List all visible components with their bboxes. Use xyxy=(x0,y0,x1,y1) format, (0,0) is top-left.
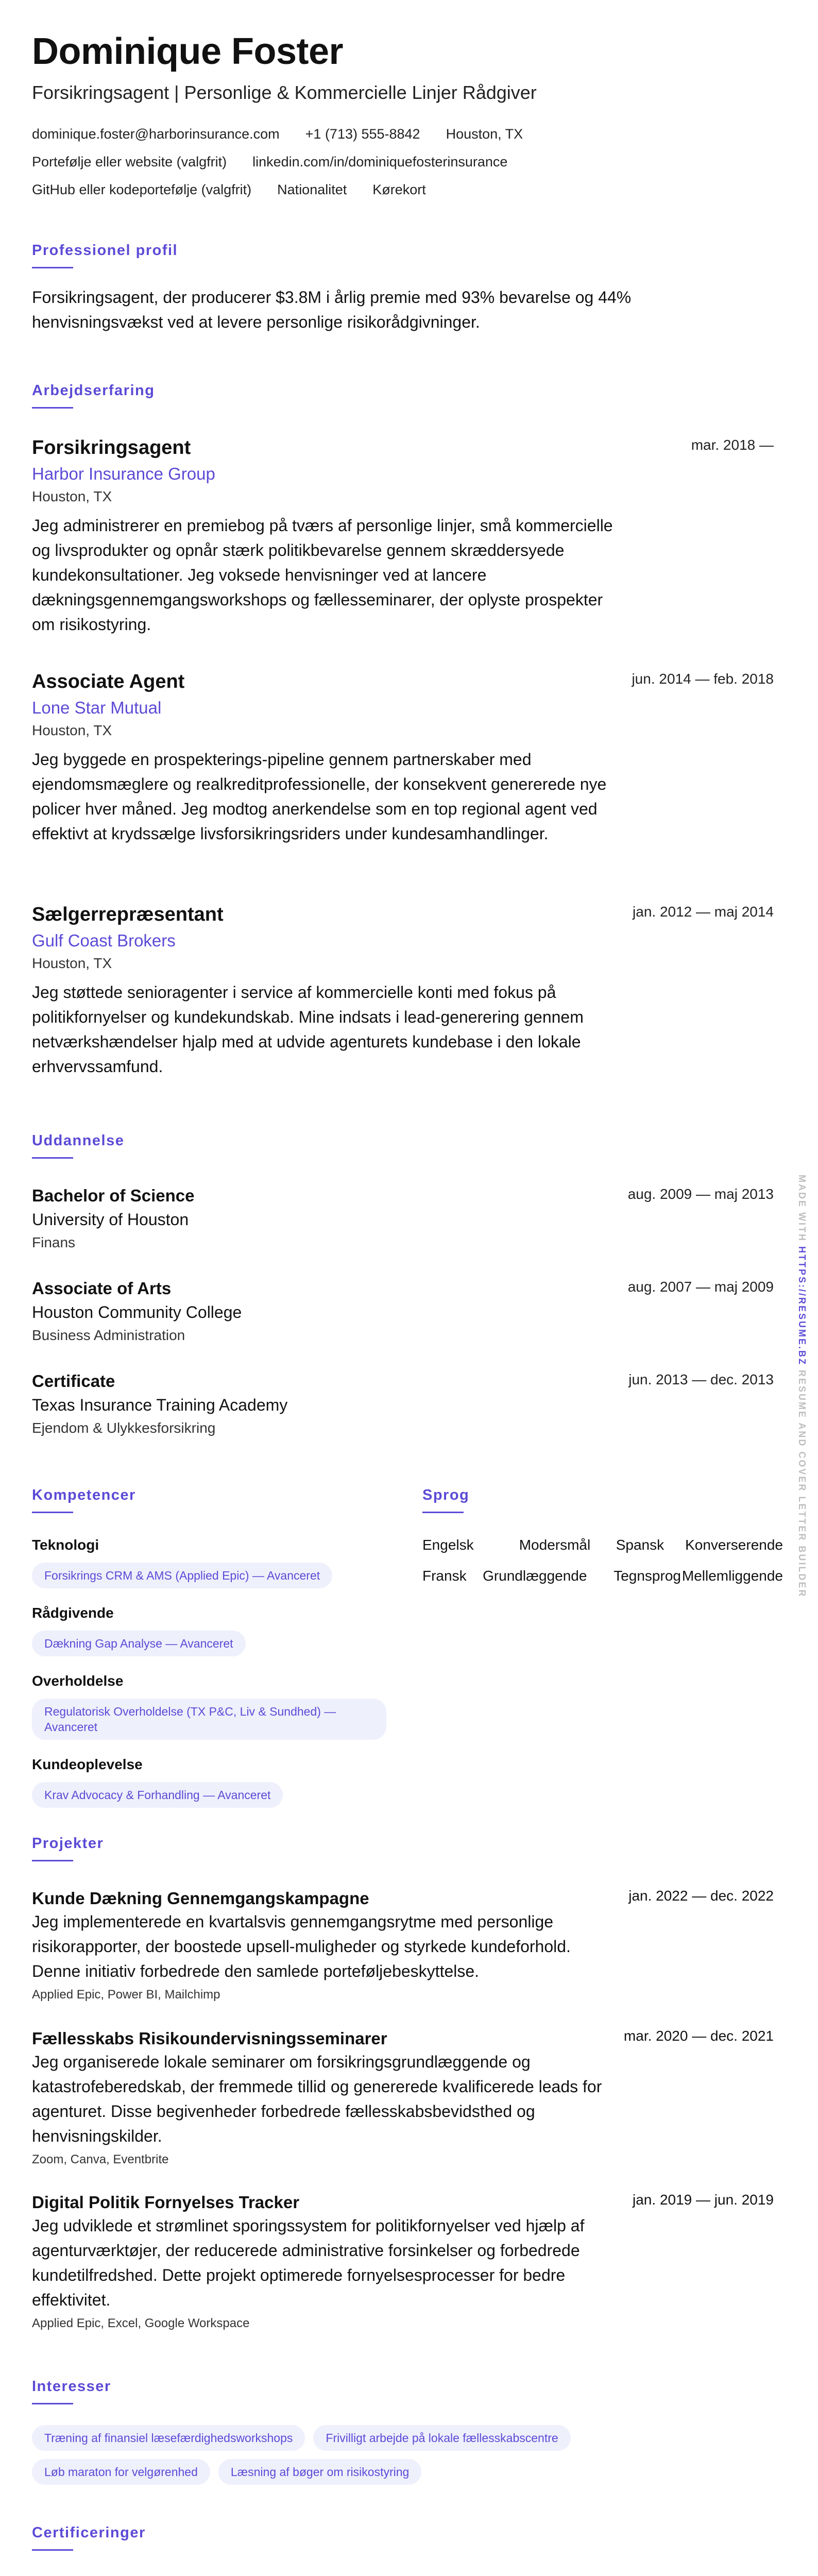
language-name: Engelsk xyxy=(422,1537,474,1553)
language-level: Modersmål xyxy=(519,1537,591,1553)
skill-category: Kundeoplevelse xyxy=(32,1756,143,1772)
job-title: Associate Agent xyxy=(32,671,185,692)
job-description: Jeg støttede senioragenter i service af kommercielle konti med fokus på politikfornyelser og kundekundskab. Mine indsats i lead-generering gennem netværkshændelser hjalp med at udvide agenturets kundebase i den lokale erhvervssamfund. xyxy=(32,983,584,1076)
job-location: Houston, TX xyxy=(32,722,112,738)
education-area: Finans xyxy=(32,1234,76,1250)
language-level: Mellemliggende xyxy=(681,1568,783,1584)
project-keywords: Zoom, Canva, Eventbrite xyxy=(32,2153,169,2166)
section-divider xyxy=(32,2403,73,2404)
interests-row xyxy=(32,2459,774,2485)
project-description: Jeg udviklede et strømlinet sporingssystem for politikfornyelser ved hjælp af agenturværktøjer, der reducerede administrative forsinkelser og forbedrede kundetilfredshed. Dette projekt optimerede fornyelsesprocesser for bedre effektivitet. xyxy=(32,2216,585,2309)
section-divider xyxy=(32,1157,73,1159)
contact-row-2 xyxy=(32,152,774,171)
job-description: Jeg byggede en prospekterings-pipeline gennem partnerskaber med ejendomsmæglere og realkreditprofessionelle, der konsekvent genererede nye policer hver måned. Jeg modtog anerkendelse som en top regional agent ved effektivt at krydssælge livsforsikringsriders under kundesamhandlinger. xyxy=(32,750,607,843)
watermark-prefix: MADE WITH xyxy=(797,1175,807,1242)
project-dates: jan. 2022 — dec. 2022 xyxy=(628,1888,774,1904)
contact-linkedin[interactable]: linkedin.com/in/dominiquefosterinsurance xyxy=(252,154,508,170)
job-title: Sælgerrepræsentant xyxy=(32,904,224,925)
interests-row xyxy=(32,2425,774,2451)
education-item xyxy=(32,1370,774,1437)
education-dates: jun. 2013 — dec. 2013 xyxy=(628,1371,774,1387)
education-degree: Certificate xyxy=(32,1371,115,1391)
education-item xyxy=(32,1185,774,1252)
education-area: Ejendom & Ulykkesforsikring xyxy=(32,1420,216,1436)
profile-summary: Forsikringsagent, der producerer $3.8M i årlig premie med 93% bevarelse og 44% henvisningsvækst ved at levere personlige risikorådgivninger. xyxy=(32,288,632,331)
job-location: Houston, TX xyxy=(32,955,112,971)
skills-section xyxy=(32,1486,393,1808)
contact-drivers-license: Kørekort xyxy=(372,182,426,197)
education-dates: aug. 2009 — maj 2013 xyxy=(627,1186,774,1202)
interest-pill: Læsning af bøger om risikostyring xyxy=(218,2459,421,2485)
skill-group xyxy=(32,1755,393,1808)
contact-portfolio[interactable]: Portefølje eller website (valgfrit) xyxy=(32,154,227,170)
made-with-watermark xyxy=(796,1175,807,1598)
experience-section xyxy=(32,381,774,409)
job-dates: jun. 2014 — feb. 2018 xyxy=(632,671,774,687)
experience-item xyxy=(32,903,774,1079)
skill-category: Overholdelse xyxy=(32,1673,124,1689)
skill-category: Rådgivende xyxy=(32,1605,114,1621)
interest-pill: Frivilligt arbejde på lokale fællesskabscentre xyxy=(313,2425,570,2451)
job-title: Forsikringsagent xyxy=(32,437,191,459)
job-dates: mar. 2018 — xyxy=(691,437,774,453)
contact-github[interactable]: GitHub eller kodeportefølje (valgfrit) xyxy=(32,182,252,197)
skill-pill-line: Avanceret xyxy=(44,1720,98,1734)
section-title-interests: Interesser xyxy=(32,2378,111,2395)
section-divider xyxy=(32,1512,73,1513)
language-name: Spansk xyxy=(616,1537,664,1553)
project-name: Kunde Dækning Gennemgangskampagne xyxy=(32,1889,369,1908)
education-institution: University of Houston xyxy=(32,1210,189,1229)
section-title-experience: Arbejdserfaring xyxy=(32,382,155,399)
education-area: Business Administration xyxy=(32,1327,185,1343)
section-title-skills: Kompetencer xyxy=(32,1487,136,1503)
project-item xyxy=(32,1888,774,2003)
section-title-certifications: Certificeringer xyxy=(32,2524,146,2541)
skill-group xyxy=(32,1604,393,1656)
certifications-section xyxy=(32,2523,774,2551)
education-degree: Associate of Arts xyxy=(32,1279,172,1298)
experience-item xyxy=(32,670,774,846)
interest-pill: Træning af finansiel læsefærdighedsworkshops xyxy=(32,2425,305,2451)
skill-pill: Forsikrings CRM & AMS (Applied Epic) — Avanceret xyxy=(32,1563,332,1588)
section-divider xyxy=(32,267,73,268)
resume-header xyxy=(32,30,774,199)
projects-section xyxy=(32,1834,774,1861)
candidate-name: Dominique Foster xyxy=(32,31,344,72)
section-divider xyxy=(32,407,73,409)
skill-pill: Krav Advocacy & Forhandling — Avanceret xyxy=(32,1782,283,1808)
contact-phone[interactable]: +1 (713) 555-8842 xyxy=(305,126,420,142)
section-divider xyxy=(422,1512,464,1513)
job-company: Lone Star Mutual xyxy=(32,698,162,717)
language-level: Grundlæggende xyxy=(483,1568,587,1584)
section-title-languages: Sprog xyxy=(422,1487,470,1503)
project-dates: mar. 2020 — dec. 2021 xyxy=(623,2028,774,2044)
language-name: Fransk xyxy=(422,1568,467,1584)
language-level: Konverserende xyxy=(685,1537,783,1553)
skill-pill-line: Regulatorisk Overholdelse (TX P&C, Liv & Sundhed) — xyxy=(44,1705,336,1718)
watermark-text xyxy=(796,1175,807,1598)
education-section xyxy=(32,1131,774,1159)
languages-section xyxy=(422,1486,783,1585)
job-dates: jan. 2012 — maj 2014 xyxy=(633,904,774,920)
experience-item xyxy=(32,436,774,637)
education-institution: Texas Insurance Training Academy xyxy=(32,1396,288,1414)
interest-pill: Løb maraton for velgørenhed xyxy=(32,2459,210,2485)
job-company: Gulf Coast Brokers xyxy=(32,931,176,950)
contact-nationality: Nationalitet xyxy=(277,182,347,197)
skill-group xyxy=(32,1672,393,1740)
contact-location: Houston, TX xyxy=(446,126,523,142)
skill-group xyxy=(32,1536,393,1588)
job-company: Harbor Insurance Group xyxy=(32,464,215,483)
language-name: Tegnsprog xyxy=(614,1568,681,1584)
job-description: Jeg administrerer en premiebog på tværs af personlige linjer, små kommercielle og livsprodukter og opnår stærk politikbevarelse gennem skræddersyede kundekonsultationer. Jeg voksede henvisninger ved at lancere dækningsgennemgangsworkshops og fællesseminarer, der oplyste prospekter om risikostyring. xyxy=(32,516,613,634)
project-item xyxy=(32,2028,774,2168)
contact-row-3 xyxy=(32,180,774,199)
resume-page xyxy=(32,0,783,2541)
project-description: Jeg organiserede lokale seminarer om forsikringsgrundlæggende og katastrofeberedskab, der fremmede tillid og genererede kvalificerede leads for agenturet. Disse begivenheder forbedrede fællesskabsbevidsthed og henvisningskilder. xyxy=(32,2053,602,2145)
skill-pill: Dækning Gap Analyse — Avanceret xyxy=(32,1631,246,1656)
education-degree: Bachelor of Science xyxy=(32,1186,195,1205)
language-row xyxy=(422,1536,783,1554)
project-name: Digital Politik Fornyelses Tracker xyxy=(32,2193,300,2212)
interests-section xyxy=(32,2377,774,2485)
project-keywords: Applied Epic, Excel, Google Workspace xyxy=(32,2316,250,2330)
project-description: Jeg implementerede en kvartalsvis gennemgangsrytme med personlige risikorapporter, der boostede upsell-muligheder og styrkede kundeforhold. Denne initiativ forbedrede den samlede porteføljebeskyttelse. xyxy=(32,1912,571,1980)
section-divider xyxy=(32,2549,73,2551)
section-title-projects: Projekter xyxy=(32,1835,104,1852)
project-dates: jan. 2019 — jun. 2019 xyxy=(633,2192,774,2208)
watermark-link[interactable]: HTTPS://RESUME.BZ xyxy=(797,1246,807,1366)
project-keywords: Applied Epic, Power BI, Mailchimp xyxy=(32,1988,220,2002)
skill-pill xyxy=(32,1699,386,1740)
job-location: Houston, TX xyxy=(32,488,112,504)
education-institution: Houston Community College xyxy=(32,1303,242,1321)
watermark-suffix: RESUME AND COVER LETTER BUILDER xyxy=(797,1370,807,1598)
skill-category: Teknologi xyxy=(32,1537,99,1553)
contact-email[interactable]: dominique.foster@harborinsurance.com xyxy=(32,126,280,142)
section-title-education: Uddannelse xyxy=(32,1132,125,1149)
section-divider xyxy=(32,1860,73,1861)
profile-section xyxy=(32,241,774,334)
section-title-profile: Professionel profil xyxy=(32,242,178,259)
education-dates: aug. 2007 — maj 2009 xyxy=(627,1279,774,1295)
project-item xyxy=(32,2192,774,2332)
contact-row-1 xyxy=(32,125,774,143)
project-name: Fællesskabs Risikoundervisningsseminarer xyxy=(32,2029,387,2048)
candidate-headline: Forsikringsagent | Personlige & Kommercielle Linjer Rådgiver xyxy=(32,82,537,103)
education-item xyxy=(32,1278,774,1345)
language-row xyxy=(422,1567,783,1585)
